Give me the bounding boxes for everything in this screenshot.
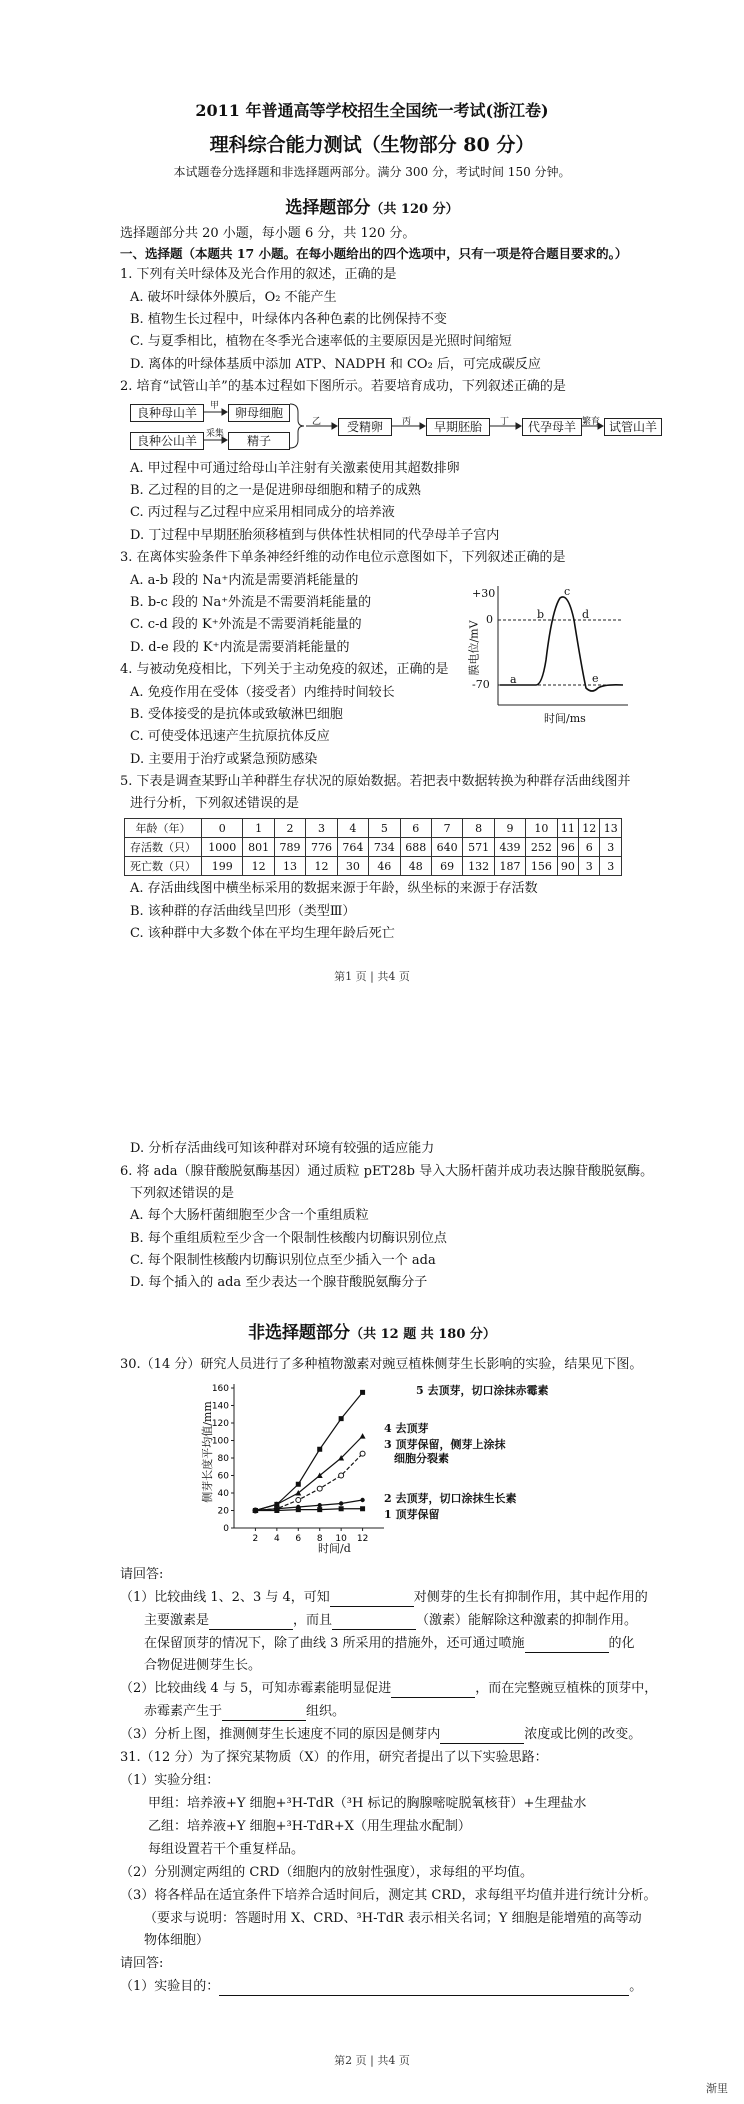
q5-table-row-deaths <box>125 857 622 876</box>
q2-box-embryo: 早期胚胎 <box>426 418 490 436</box>
age-cell: 1 <box>243 819 274 838</box>
age-cell: 12 <box>579 819 600 838</box>
age-cell: 10 <box>526 819 557 838</box>
q2-box-ewe: 良种母山羊 <box>130 404 204 422</box>
age-cell: 6 <box>400 819 431 838</box>
q31-step1-c: 每组设置若干个重复样品。 <box>148 1842 305 1857</box>
q2-option-a: A. 甲过程中可通过给母山羊注射有关激素使用其超数排卵 <box>130 461 460 476</box>
q31-note2: 物体细胞） <box>144 1933 210 1948</box>
q30-legend-5: 5 去顶芽，切口涂抹赤霉素 <box>416 1384 549 1397</box>
deaths-cell: 48 <box>400 857 431 876</box>
q4-option-a: A. 免疫作用在受体（接受者）内维持时间较长 <box>130 685 395 700</box>
q30-blank-6[interactable] <box>222 1707 306 1721</box>
q30-y-tick-label: 20 <box>217 1506 229 1517</box>
deaths-cell: 13 <box>274 857 305 876</box>
q31-step1: （1）实验分组： <box>120 1773 220 1788</box>
q31-step1-b: 乙组：培养液+Y 细胞+³H-TdR+X（用生理盐水配制） <box>148 1819 471 1834</box>
deaths-cell: 12 <box>243 857 274 876</box>
q30-p1-l2a: 主要激素是 <box>144 1613 210 1628</box>
q30-x-tick-label: 2 <box>252 1534 259 1544</box>
q30-legend-3b: 细胞分裂素 <box>394 1452 449 1465</box>
q30-curve1-point <box>317 1507 322 1512</box>
q5-table-row-survivors <box>125 838 622 857</box>
q2-label-d: 丁 <box>500 417 510 427</box>
q6-option-d: D. 每个插入的 ada 至少表达一个腺苷酸脱氨酶分子 <box>130 1275 428 1290</box>
q3-action-potential-graph <box>458 580 638 730</box>
q1-stem: 1. 下列有关叶绿体及光合作用的叙述，正确的是 <box>120 267 397 282</box>
section2-title <box>0 1318 744 1343</box>
section2-title-suffix: （共 12 题 共 180 分） <box>350 1327 496 1342</box>
q3-x-label: 时间/ms <box>544 712 586 725</box>
q2-label-b: 乙 <box>312 417 322 427</box>
q30-stem: 30.（14 分）研究人员进行了多种植物激素对豌豆植株侧芽生长影响的实验，结果见下图。 <box>120 1357 643 1372</box>
q30-part3 <box>120 1726 641 1744</box>
age-cell: 13 <box>600 819 622 838</box>
q30-x-label: 时间/d <box>318 1542 351 1555</box>
section1-instruction: 一、选择题（本题共 17 小题。在每小题给出的四个选项中，只有一项是符合题目要求的。） <box>120 246 628 261</box>
q30-curve1-point <box>296 1507 301 1512</box>
q30-legend-2: 2 去顶芽，切口涂抹生长素 <box>384 1492 517 1505</box>
q31-step2: （2）分别测定两组的 CRD（细胞内的放射性强度），求每组的平均值。 <box>120 1865 534 1880</box>
age-cell: 3 <box>306 819 337 838</box>
q30-y-tick-label: 140 <box>211 1401 229 1412</box>
q30-p1-l1b: 对侧芽的生长有抑制作用，其中起作用的 <box>413 1590 648 1605</box>
q30-y-tick-label: 100 <box>211 1436 229 1447</box>
q30-y-label: 侧芽长度平均值/mm <box>200 1401 214 1503</box>
q3-point-c: c <box>564 585 571 598</box>
q3-option-b: B. b-c 段的 Na⁺外流是不需要消耗能量的 <box>130 595 372 610</box>
q30-p1-l2b: ，而且 <box>293 1613 333 1628</box>
q30-please: 请回答: <box>120 1567 164 1582</box>
q30-curve3-line <box>255 1454 362 1511</box>
q30-curve5-point <box>317 1447 322 1452</box>
q2-box-result: 试管山羊 <box>604 418 662 436</box>
survivors-cell: 688 <box>400 838 431 857</box>
q3-point-b: b <box>537 608 545 621</box>
survivors-cell: 6 <box>579 838 600 857</box>
q30-blank-4[interactable] <box>525 1639 609 1653</box>
q30-curve5-point <box>296 1482 301 1487</box>
q30-curve1-point <box>274 1508 279 1513</box>
q30-blank-1[interactable] <box>330 1593 414 1607</box>
q30-blank-5[interactable] <box>391 1684 475 1698</box>
q31-stem: 31.（12 分）为了探究某物质（X）的作用，研究者提出了以下实验思路： <box>120 1750 548 1765</box>
age-cell: 5 <box>369 819 400 838</box>
survivors-cell: 776 <box>306 838 337 857</box>
q30-growth-graph <box>200 1378 620 1558</box>
q2-option-c: C. 丙过程与乙过程中应采用相同成分的培养液 <box>130 505 395 520</box>
age-cell: 7 <box>431 819 462 838</box>
q3-stem: 3. 在离体实验条件下单条神经纤维的动作电位示意图如下，下列叙述正确的是 <box>120 550 566 565</box>
survivors-cell: 734 <box>369 838 400 857</box>
age-cell: 0 <box>202 819 243 838</box>
q5-option-c: C. 该种群中大多数个体在平均生理年龄后死亡 <box>130 926 395 941</box>
q30-curve2-point <box>339 1501 343 1505</box>
q5-option-d: D. 分析存活曲线可知该种群对环境有较强的适应能力 <box>130 1141 435 1156</box>
q30-curve5-point <box>339 1416 344 1421</box>
age-cell: 11 <box>557 819 578 838</box>
q30-p3-b: 浓度或比例的改变。 <box>524 1727 642 1742</box>
survivors-cell: 96 <box>557 838 578 857</box>
deaths-cell: 90 <box>557 857 578 876</box>
survivors-cell: 存活数（只） <box>125 838 202 857</box>
q30-y-tick-label: 160 <box>211 1384 229 1394</box>
q4-option-b: B. 受体接受的是抗体或致敏淋巴细胞 <box>130 707 343 722</box>
q5-stem-line2: 进行分析，下列叙述错误的是 <box>130 796 300 811</box>
q30-part1-line3 <box>144 1635 635 1653</box>
deaths-cell: 46 <box>369 857 400 876</box>
survivors-cell: 439 <box>494 838 525 857</box>
section1-title-suffix: （共 120 分） <box>370 202 459 217</box>
survivors-cell: 789 <box>274 838 305 857</box>
age-cell: 8 <box>463 819 494 838</box>
survivors-cell: 3 <box>600 838 622 857</box>
q30-part1-line2 <box>144 1612 637 1630</box>
q2-label-collect: 采集 <box>206 429 225 439</box>
intro-text: 本试题卷分选择题和非选择题两部分。满分 300 分，考试时间 150 分钟。 <box>173 165 571 179</box>
q30-part2-line1 <box>120 1680 657 1698</box>
q30-p2-l1b: ，而在完整豌豆植株的顶芽中， <box>475 1681 658 1696</box>
deaths-cell: 187 <box>494 857 525 876</box>
q30-legend-1: 1 顶芽保留 <box>384 1508 440 1521</box>
q2-label-a: 甲 <box>210 401 220 411</box>
age-cell: 年龄（年） <box>125 819 202 838</box>
q31-step1-a: 甲组：培养液+Y 细胞+³H-TdR（³H 标记的胸腺嘧啶脱氧核苷）+生理盐水 <box>148 1796 587 1811</box>
page1-footer: 第1 页 | 共4 页 <box>334 970 410 983</box>
q30-p1-l3a: 在保留顶芽的情况下，除了曲线 3 所采用的措施外，还可通过喷施 <box>144 1636 525 1651</box>
q1-option-d: D. 离体的叶绿体基质中添加 ATP、NADPH 和 CO₂ 后，可完成碳反应 <box>130 357 541 372</box>
q30-p3-a: （3）分析上图，推测侧芽生长速度不同的原因是侧芽内 <box>120 1727 441 1742</box>
age-cell: 9 <box>494 819 525 838</box>
q6-stem: 6. 将 ada（腺苷酸脱氨酶基因）通过质粒 pET28b 导入大肠杆菌并成功表达腺苷酸脱氨酶。 <box>120 1164 654 1179</box>
deaths-cell: 12 <box>306 857 337 876</box>
deaths-cell: 199 <box>202 857 243 876</box>
q2-option-d: D. 丁过程中早期胚胎须移植到与供体性状相同的代孕母羊子宫内 <box>130 528 500 543</box>
q30-legend-4: 4 去顶芽 <box>384 1422 429 1435</box>
q5-option-b: B. 该种群的存活曲线呈凹形（类型Ⅲ） <box>130 904 356 919</box>
q6-option-b: B. 每个重组质粒至少含一个限制性核酸内切酶识别位点 <box>130 1231 447 1246</box>
q5-survival-table <box>124 818 622 876</box>
survivors-cell: 801 <box>243 838 274 857</box>
q3-y-bottom: -70 <box>472 678 490 691</box>
q30-curve4-point <box>360 1433 366 1439</box>
deaths-cell: 156 <box>526 857 557 876</box>
q31-step3: （3）将各样品在适宜条件下培养合适时间后，测定其 CRD，求每组平均值并进行统计分析。 <box>120 1888 657 1903</box>
q30-p1-l2c: （激素）能解除这种激素的抑制作用。 <box>416 1613 638 1628</box>
q31-a1-end: 。 <box>629 1979 643 1994</box>
q5-option-a: A. 存活曲线图中横坐标采用的数据来源于年龄，纵坐标的来源于存活数 <box>130 881 538 896</box>
q2-flow-diagram <box>130 400 660 452</box>
q3-point-a: a <box>510 673 517 686</box>
q1-option-c: C. 与夏季相比，植物在冬季光合速率低的主要原因是光照时间缩短 <box>130 334 512 349</box>
q30-curve1-point <box>339 1506 344 1511</box>
q2-box-ram: 良种公山羊 <box>130 432 204 450</box>
q30-part2-line2 <box>144 1703 345 1721</box>
q30-blank-7[interactable] <box>440 1730 524 1744</box>
q2-stem: 2. 培育“试管山羊”的基本过程如下图所示。若要培育成功，下列叙述正确的是 <box>120 379 566 394</box>
q30-p1-l1a: （1）比较曲线 1、2、3 与 4，可知 <box>120 1590 330 1605</box>
deaths-cell: 3 <box>579 857 600 876</box>
age-cell: 4 <box>337 819 368 838</box>
q5-stem-line1: 5. 下表是调查某野山羊种群生存状况的原始数据。若把表中数据转换为种群存活曲线图并 <box>120 774 631 789</box>
q31-note1: （要求与说明：答题时用 X、CRD、³H-TdR 表示相关名词；Y 细胞是能增殖的高等动 <box>144 1911 642 1926</box>
q30-blank-3[interactable] <box>332 1616 416 1630</box>
q3-option-c: C. c-d 段的 K⁺外流是不需要消耗能量的 <box>130 617 362 632</box>
q6-stem2: 下列叙述错误的是 <box>130 1186 235 1201</box>
section2-title-main: 非选择题部分 <box>248 1323 351 1343</box>
section1-title <box>0 193 744 218</box>
q30-y-tick-label: 0 <box>223 1524 229 1534</box>
survivors-cell: 571 <box>463 838 494 857</box>
q31-answer1 <box>120 1978 642 1996</box>
q31-a1-label: （1）实验目的： <box>120 1979 220 1994</box>
q30-curve1-point <box>360 1506 365 1511</box>
q2-label-c: 丙 <box>402 417 412 427</box>
q30-p1-l3b: 的化 <box>608 1636 635 1651</box>
q30-y-tick-label: 120 <box>211 1419 229 1429</box>
q30-curve5-line <box>255 1392 362 1510</box>
q6-option-c: C. 每个限制性核酸内切酶识别位点至少插入一个 ada <box>130 1253 436 1268</box>
exam-title: 2011 年普通高等学校招生全国统一考试(浙江卷) <box>195 101 549 120</box>
q30-part1-line4: 合物促进侧芽生长。 <box>144 1658 262 1673</box>
survivors-cell: 640 <box>431 838 462 857</box>
q1-option-b: B. 植物生长过程中，叶绿体内各种色素的比例保持不变 <box>130 312 447 327</box>
q30-blank-2[interactable] <box>209 1616 293 1630</box>
q30-curve2-point <box>318 1503 322 1507</box>
q30-curve1-point <box>253 1508 258 1513</box>
q30-p2-l2a: 赤霉素产生于 <box>144 1704 223 1719</box>
q3-y-zero: 0 <box>486 613 493 626</box>
q30-x-tick-label: 10 <box>335 1534 347 1544</box>
q3-y-label: 膜电位/mV <box>467 620 481 676</box>
q4-option-c: C. 可使受体迅速产生抗原抗体反应 <box>130 729 330 744</box>
subject-title: 理科综合能力测试（生物部分 80 分） <box>209 134 535 156</box>
q3-graph-svg <box>458 580 638 730</box>
section1-note: 选择题部分共 20 小题，每小题 6 分，共 120 分。 <box>120 226 416 241</box>
q30-p2-l2b: 组织。 <box>306 1704 346 1719</box>
q31-please: 请回答: <box>120 1956 164 1971</box>
q30-x-tick-label: 6 <box>295 1534 302 1544</box>
q2-box-surrogate: 代孕母羊 <box>522 418 582 436</box>
q2-label-breed: 繁育 <box>582 417 601 427</box>
q2-option-b: B. 乙过程的目的之一是促进卵母细胞和精子的成熟 <box>130 483 421 498</box>
q6-option-a: A. 每个大肠杆菌细胞至少含一个重组质粒 <box>130 1208 369 1223</box>
q3-y-top: +30 <box>472 587 496 600</box>
q30-part1-line1 <box>120 1589 648 1607</box>
deaths-cell: 3 <box>600 857 622 876</box>
q4-option-d: D. 主要用于治疗或紧急预防感染 <box>130 752 318 767</box>
q30-x-tick-label: 8 <box>316 1534 323 1544</box>
q4-stem: 4. 与被动免疫相比，下列关于主动免疫的叙述，正确的是 <box>120 662 449 677</box>
q30-curve5-point <box>360 1390 365 1395</box>
q3-option-d: D. d-e 段的 K⁺内流是需要消耗能量的 <box>130 640 350 655</box>
q30-curve3-point <box>317 1486 322 1491</box>
q3-option-a: A. a-b 段的 Na⁺内流是需要消耗能量的 <box>130 573 359 588</box>
page2-footer: 第2 页 | 共4 页 <box>334 2054 410 2067</box>
q30-y-tick-label: 40 <box>217 1489 229 1499</box>
survivors-cell: 764 <box>337 838 368 857</box>
q3-point-e: e <box>592 672 599 685</box>
deaths-cell: 132 <box>463 857 494 876</box>
q2-box-egg: 卵母细胞 <box>228 404 290 422</box>
q30-p2-l1a: （2）比较曲线 4 与 5，可知赤霉素能明显促进 <box>120 1681 392 1696</box>
q30-curve2-point <box>360 1498 364 1502</box>
q30-graph-svg <box>200 1378 620 1558</box>
deaths-cell: 死亡数（只） <box>125 857 202 876</box>
section1-title-main: 选择题部分 <box>285 198 371 218</box>
deaths-cell: 30 <box>337 857 368 876</box>
survivors-cell: 252 <box>526 838 557 857</box>
q1-option-a: A. 破坏叶绿体外膜后，O₂ 不能产生 <box>130 290 337 305</box>
q30-curve3-point <box>296 1498 301 1503</box>
corner-text: 渐里 <box>706 2082 728 2095</box>
q2-box-zygote: 受精卵 <box>338 418 392 436</box>
q30-curve4-line <box>255 1436 362 1510</box>
q30-curve3-point <box>360 1451 365 1456</box>
q5-table-row-age <box>125 819 622 838</box>
q30-legend-3a: 3 顶芽保留，侧芽上涂抹 <box>384 1438 506 1451</box>
deaths-cell: 69 <box>431 857 462 876</box>
q2-box-sperm: 精子 <box>228 432 290 450</box>
q31-answer-blank[interactable] <box>219 1982 629 1996</box>
age-cell: 2 <box>274 819 305 838</box>
q30-y-tick-label: 60 <box>217 1471 229 1482</box>
q3-point-d: d <box>582 608 590 621</box>
q30-x-tick-label: 4 <box>273 1534 280 1544</box>
q30-curve3-point <box>339 1473 344 1478</box>
survivors-cell: 1000 <box>202 838 243 857</box>
q30-x-tick-label: 12 <box>356 1534 369 1544</box>
q30-y-tick-label: 80 <box>217 1454 229 1464</box>
